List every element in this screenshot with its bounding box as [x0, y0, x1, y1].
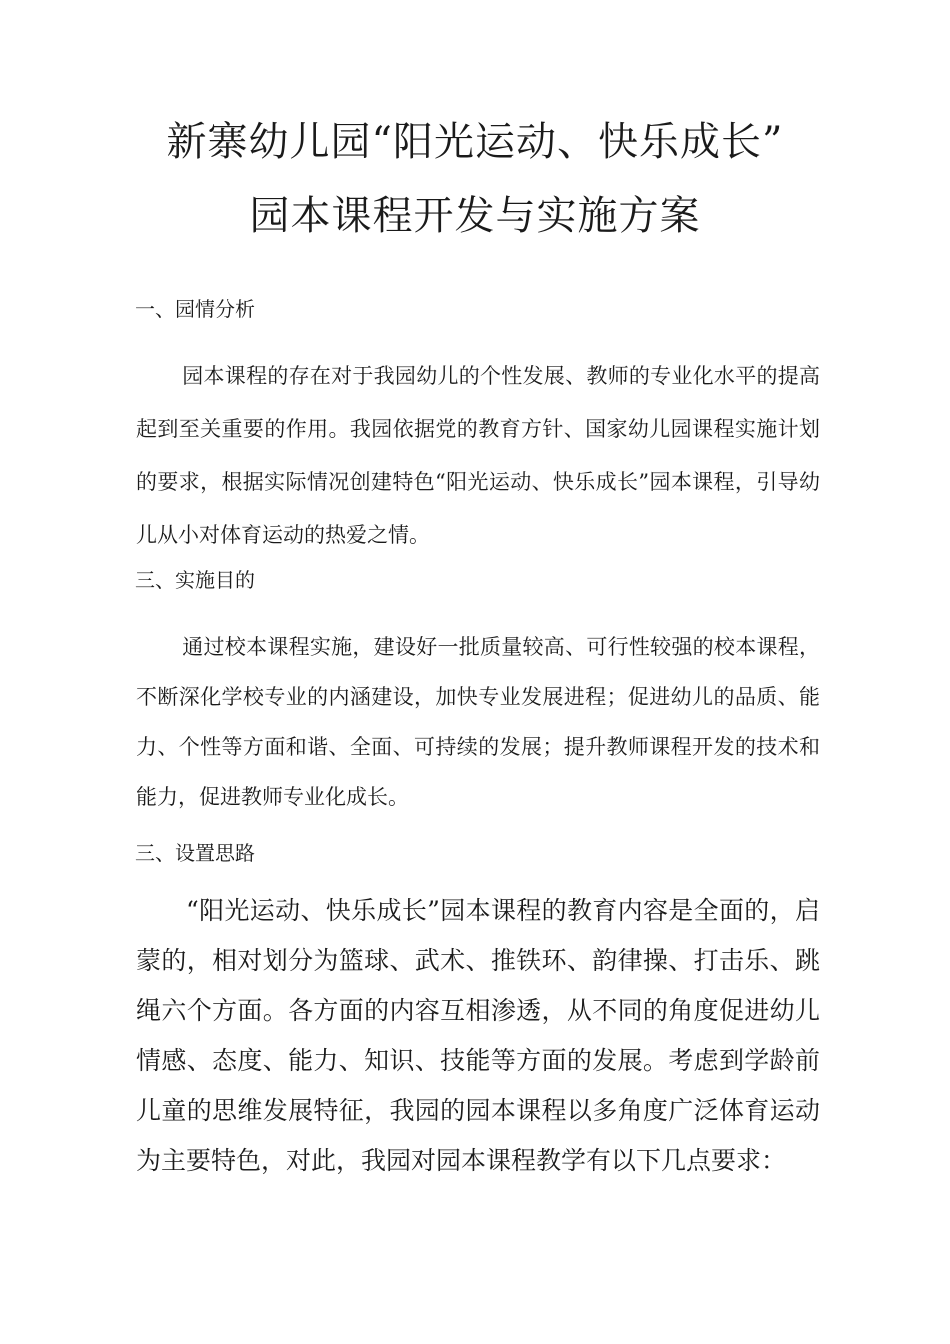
section-paragraph-design-approach [136, 886, 820, 1186]
section-paragraph-situation-analysis [136, 350, 820, 562]
paragraph-text: 通过校本课程实施，建设好一批质量较高、可行性较强的校本课程，不断深化学校专业的内涵建设，加快专业发展进程；促进幼儿的品质、能力、个性等方面和谐、全面、可持续的发展；提升教师课程开发的技术和能力，促进教师专业化成长。 [136, 635, 820, 809]
document-title-line-1: 新寨幼儿园“阳光运动、快乐成长” [166, 119, 784, 165]
document-title-line-2: 园本课程开发与实施方案 [249, 193, 701, 239]
paragraph-text: “阳光运动、快乐成长”园本课程的教育内容是全面的，启蒙的，相对划分为篮球、武术、推铁环、韵律操、打击乐、跳绳六个方面。各方面的内容互相渗透，从不同的角度促进幼儿情感、态度、能力、知识、技能等方面的发展。考虑到学龄前儿童的思维发展特征，我园的园本课程以多角度广泛体育运动为主要特色，对此，我园对园本课程教学有以下几点要求： [136, 896, 820, 1175]
section-paragraph-implementation-purpose [136, 622, 820, 822]
section-heading-situation-analysis: 一、园情分析 [135, 297, 255, 321]
section-heading-implementation-purpose: 三、实施目的 [135, 568, 255, 592]
section-heading-design-approach: 三、设置思路 [135, 841, 255, 865]
paragraph-text: 园本课程的存在对于我园幼儿的个性发展、教师的专业化水平的提高起到至关重要的作用。我园依据党的教育方针、国家幼儿园课程实施计划的要求，根据实际情况创建特色“阳光运动、快乐成长”园本课程，引导幼儿从小对体育运动的热爱之情。 [136, 364, 820, 547]
